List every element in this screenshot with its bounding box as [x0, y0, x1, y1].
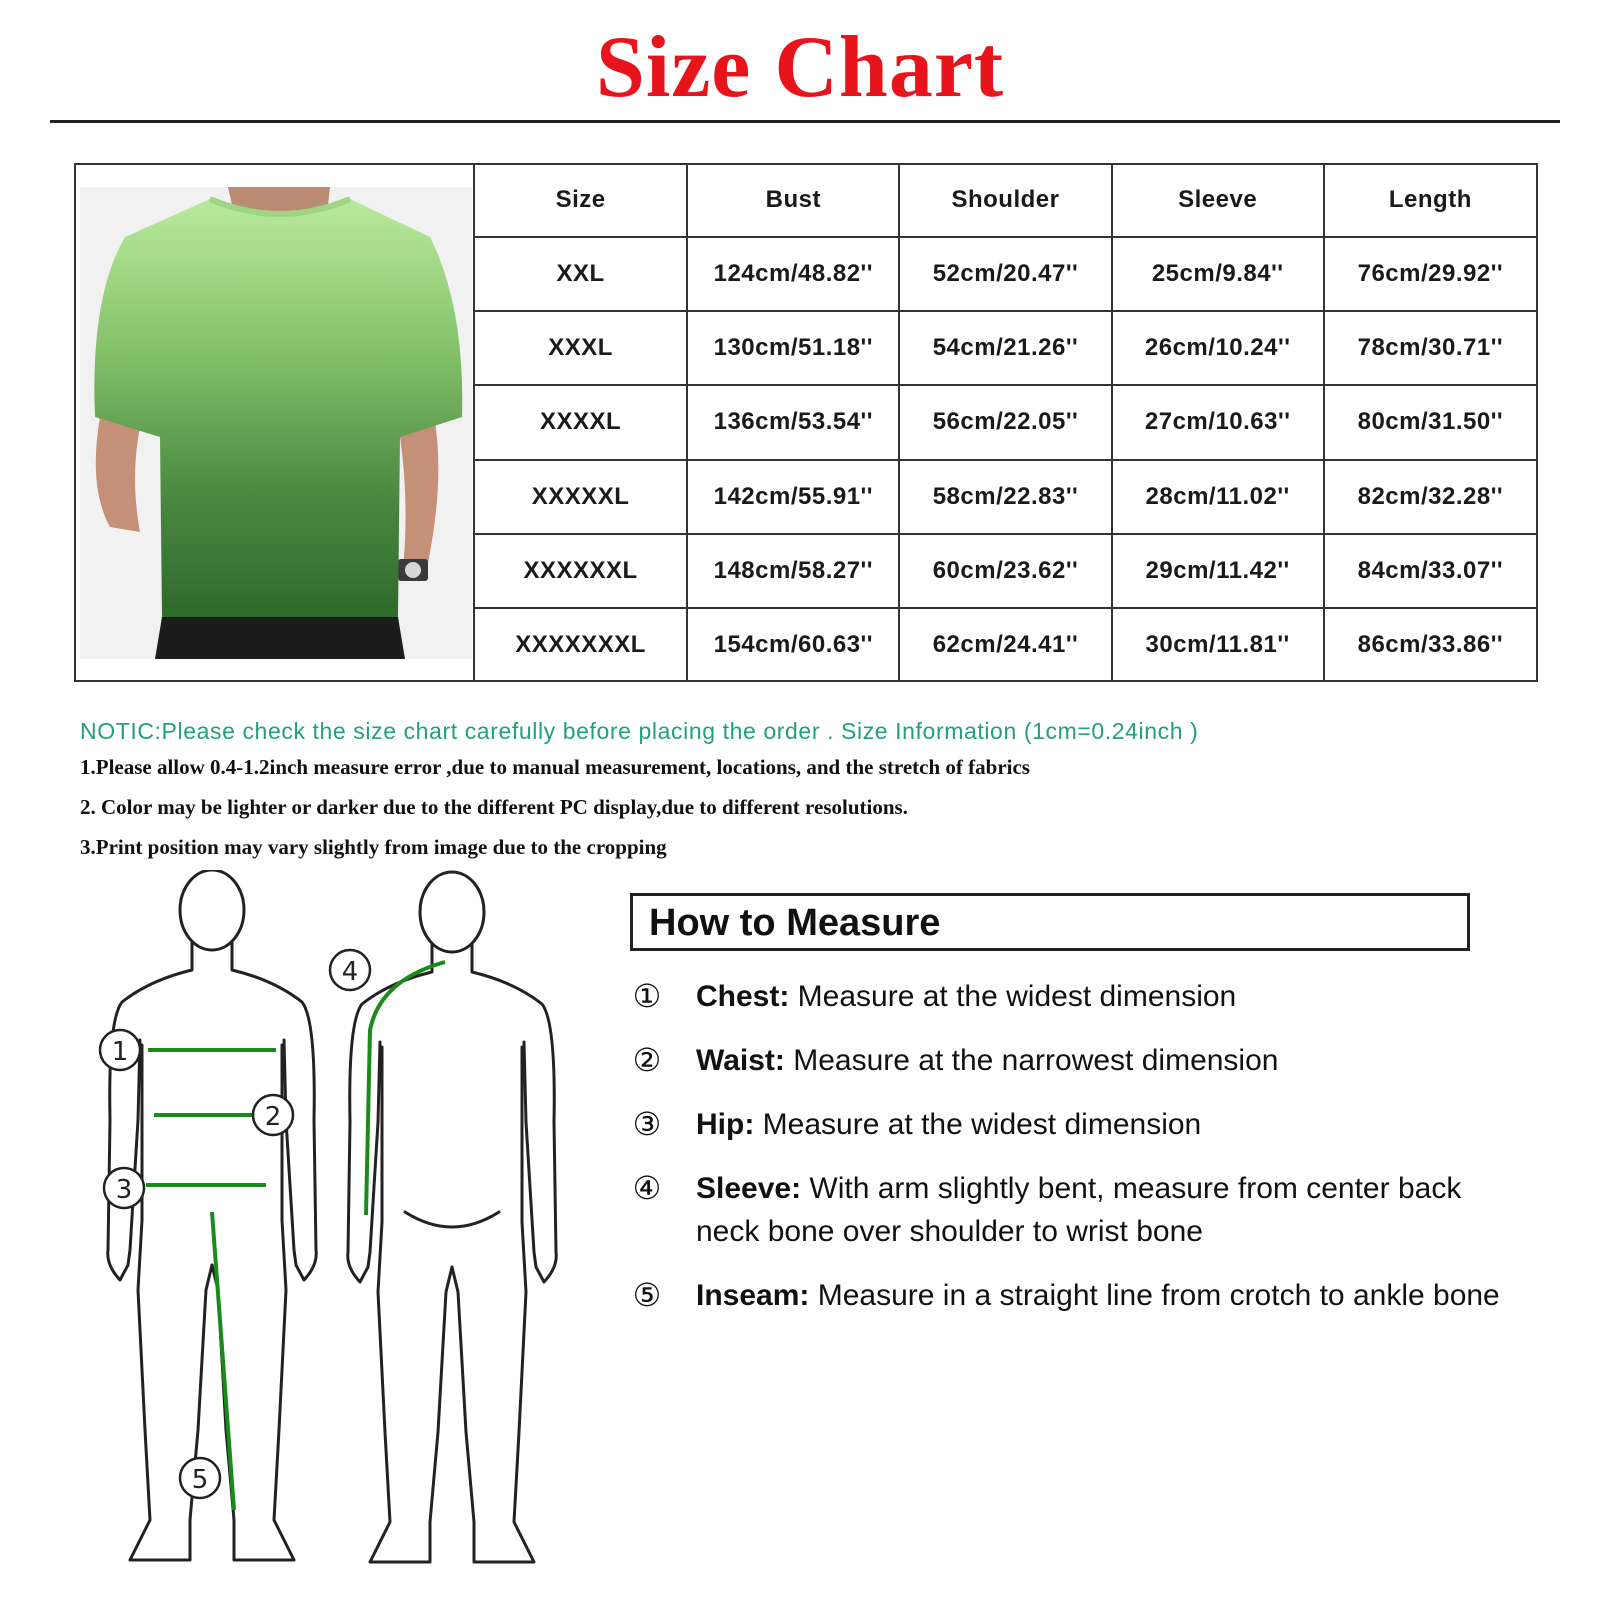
number-1-icon: ①	[632, 978, 662, 1014]
table-cell: 130cm/51.18''	[687, 311, 899, 385]
column-header: Sleeve	[1112, 165, 1324, 237]
table-cell: 62cm/24.41''	[899, 608, 1111, 680]
table-header-row	[475, 165, 1536, 237]
table-row	[475, 608, 1536, 680]
table-cell: 25cm/9.84''	[1112, 237, 1324, 311]
how-to-measure-header	[630, 893, 1470, 951]
measurement-body-diagram	[80, 870, 580, 1590]
table-cell: 27cm/10.63''	[1112, 385, 1324, 459]
number-2-icon: ②	[632, 1042, 662, 1078]
table-cell: 136cm/53.54''	[687, 385, 899, 459]
measure-description: Measure at the narrowest dimension	[784, 1044, 1279, 1077]
number-3-icon: ③	[632, 1106, 662, 1142]
table-cell: 80cm/31.50''	[1324, 385, 1536, 459]
product-photo	[76, 165, 475, 680]
table-cell: XXXXXXXL	[475, 608, 687, 680]
page-title: Size Chart	[595, 19, 1005, 116]
table-cell: 76cm/29.92''	[1324, 237, 1536, 311]
title-divider	[50, 120, 1560, 123]
table-cell: XXXXXXL	[475, 534, 687, 608]
svg-text:4: 4	[341, 957, 359, 987]
svg-text:1: 1	[111, 1037, 129, 1067]
table-cell: 54cm/21.26''	[899, 311, 1111, 385]
column-header: Length	[1324, 165, 1536, 237]
table-row	[475, 311, 1536, 385]
table-row	[475, 460, 1536, 534]
note-print-position: 3.Print position may vary slightly from image due to the cropping	[80, 835, 667, 859]
table-cell: 82cm/32.28''	[1324, 460, 1536, 534]
table-row	[475, 385, 1536, 459]
table-row	[475, 237, 1536, 311]
size-chart-table-panel	[74, 163, 1538, 682]
table-cell: 148cm/58.27''	[687, 534, 899, 608]
measure-key: Sleeve:	[696, 1172, 802, 1205]
table-cell: 154cm/60.63''	[687, 608, 899, 680]
measure-description: Measure at the widest dimension	[789, 980, 1237, 1013]
svg-text:3: 3	[115, 1175, 133, 1205]
table-cell: 142cm/55.91''	[687, 460, 899, 534]
measure-key: Chest:	[696, 980, 790, 1013]
table-cell: 30cm/11.81''	[1112, 608, 1324, 680]
size-table	[475, 165, 1536, 680]
column-header: Shoulder	[899, 165, 1111, 237]
measure-description: Measure in a straight line from crotch to ankle bone	[809, 1279, 1500, 1312]
measure-key: Hip:	[696, 1108, 755, 1141]
table-cell: 84cm/33.07''	[1324, 534, 1536, 608]
table-cell: XXXXXL	[475, 460, 687, 534]
note-measure-error: 1.Please allow 0.4-1.2inch measure error ,due to manual measurement, locations, and the stretch of fabrics	[80, 755, 1030, 779]
table-cell: 52cm/20.47''	[899, 237, 1111, 311]
svg-text:2: 2	[264, 1102, 282, 1132]
table-cell: XXXL	[475, 311, 687, 385]
number-5-icon: ⑤	[632, 1277, 662, 1313]
note-color: 2. Color may be lighter or darker due to the different PC display,due to different resolutions.	[80, 795, 908, 819]
table-cell: 28cm/11.02''	[1112, 460, 1324, 534]
table-cell: 60cm/23.62''	[899, 534, 1111, 608]
column-header: Bust	[687, 165, 899, 237]
measure-key: Waist:	[696, 1044, 785, 1077]
table-cell: 86cm/33.86''	[1324, 608, 1536, 680]
table-cell: 58cm/22.83''	[899, 460, 1111, 534]
table-cell: 124cm/48.82''	[687, 237, 899, 311]
table-cell: 26cm/10.24''	[1112, 311, 1324, 385]
table-cell: 56cm/22.05''	[899, 385, 1111, 459]
svg-text:5: 5	[191, 1465, 209, 1495]
table-row	[475, 534, 1536, 608]
table-cell: XXXXL	[475, 385, 687, 459]
table-cell: 29cm/11.42''	[1112, 534, 1324, 608]
size-notice: NOTIC:Please check the size chart carefully before placing the order . Size Information (1cm=0.24inch )	[80, 718, 1199, 744]
table-cell: 78cm/30.71''	[1324, 311, 1536, 385]
green-tshirt-model-image	[80, 187, 472, 659]
how-to-measure-title: How to Measure	[649, 902, 941, 944]
measure-description: Measure at the widest dimension	[754, 1108, 1202, 1141]
table-cell: XXL	[475, 237, 687, 311]
number-4-icon: ④	[632, 1170, 662, 1206]
column-header: Size	[475, 165, 687, 237]
measure-key: Inseam:	[696, 1279, 810, 1312]
measure-description: With arm slightly bent, measure from center back neck bone over shoulder to wrist bone	[696, 1172, 1462, 1248]
